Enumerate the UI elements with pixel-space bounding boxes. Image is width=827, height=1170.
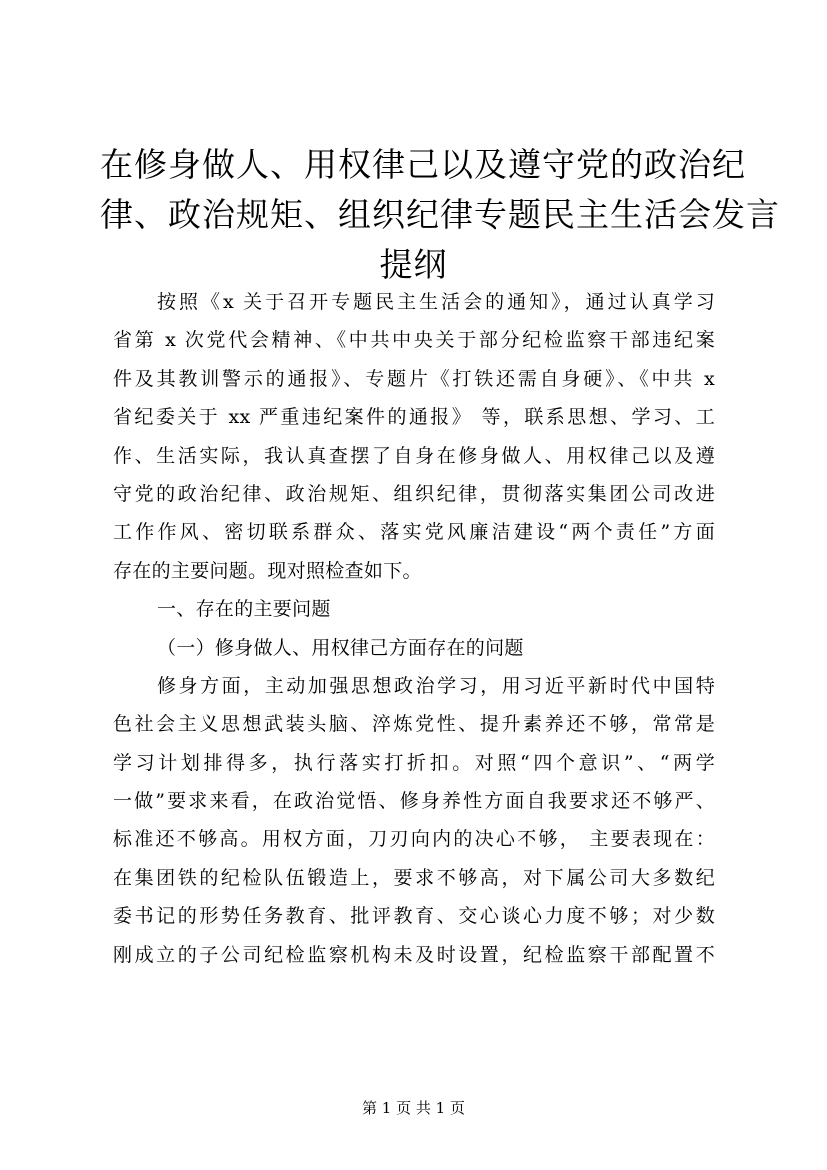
- title-line: 律、政治规矩、组织纪律专题民主生活会发言: [100, 195, 780, 234]
- body-line: 件及其教训警示的通报》、专题片《打铁还需自身硬》、《中共 x: [113, 367, 715, 390]
- body-line: 刚成立的子公司纪检监察机构未及时设置，纪检监察干部配置不: [113, 943, 715, 966]
- body-line: 学习计划排得多，执行落实打折扣。对照“四个意识”、“两学: [113, 751, 715, 774]
- title-line: 提纲: [379, 245, 448, 284]
- document-title: [100, 140, 780, 290]
- body-line: 存在的主要问题。现对照检查如下。: [113, 559, 422, 582]
- body-line: 省纪委关于 xx 严重违纪案件的通报》 等，联系思想、学习、工: [113, 406, 715, 429]
- body-line: 标准还不够高。用权方面，刀刃向内的决心不够， 主要表现在：: [113, 828, 715, 851]
- body-line: 在集团铁的纪检队伍锻造上，要求不够高，对下属公司大多数纪: [113, 866, 715, 889]
- section-heading: 一、存在的主要问题: [157, 598, 331, 621]
- body-line: 按照《x 关于召开专题民主生活会的通知》，通过认真学习: [157, 291, 715, 313]
- body-line: 工作作风、密切联系群众、落实党风廉洁建设“两个责任”方面: [113, 521, 715, 544]
- body-line: 作、生活实际，我认真查摆了自身在修身做人、用权律己以及遵: [113, 444, 715, 467]
- body-line: 一做”要求来看，在政治觉悟、修身养性方面自我要求还不够严、: [113, 790, 715, 813]
- body-line: 委书记的形势任务教育、批评教育、交心谈心力度不够；对少数: [113, 905, 715, 928]
- body-line: 修身方面，主动加强思想政治学习，用习近平新时代中国特: [157, 674, 715, 697]
- body-line: 省第 x 次党代会精神、《中共中央关于部分纪检监察干部违纪案: [113, 329, 715, 352]
- document-body: [113, 283, 715, 974]
- subsection-heading: （一）修身做人、用权律己方面存在的问题: [157, 636, 524, 659]
- page-footer: 第 1 页 共 1 页: [362, 1099, 465, 1117]
- body-line: 守党的政治纪律、政治规矩、组织纪律，贯彻落实集团公司改进: [113, 482, 715, 505]
- body-line: 色社会主义思想武装头脑、淬炼党性、提升素养还不够，常常是: [113, 713, 715, 736]
- title-line: 在修身做人、用权律己以及遵守党的政治纪: [100, 145, 746, 184]
